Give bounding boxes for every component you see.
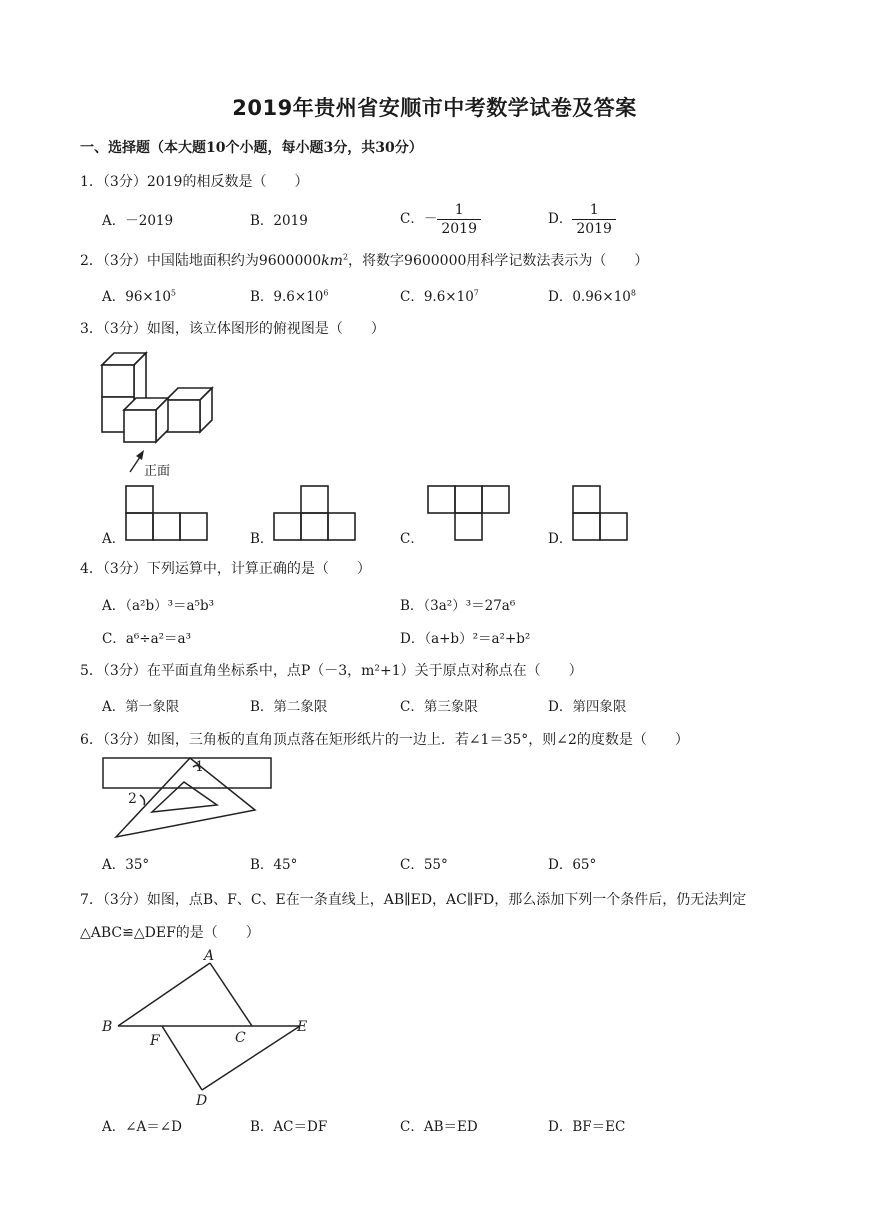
q2-option-exponent: 7: [473, 288, 479, 298]
angle-1-label: 1: [195, 759, 204, 775]
q3-option-d-figure: [572, 485, 630, 541]
q6-option-b: B．45°: [250, 857, 298, 873]
point-c-label: C: [235, 1030, 246, 1046]
q7-option-b: B．AC＝DF: [250, 1119, 328, 1135]
question-4-stem: 4．（3分）下列运算中，计算正确的是（ ）: [80, 561, 371, 577]
q2-unit-exponent: 2: [342, 252, 349, 262]
q2-option-a: [102, 285, 176, 305]
q1-option-d: [548, 201, 616, 238]
q4-option-b: B．（3a²）³＝27a⁶: [400, 598, 516, 614]
q3-option-a-figure: [125, 485, 209, 541]
q2-option-base: B．9.6×10: [250, 289, 324, 305]
point-e-label: E: [297, 1019, 308, 1035]
question-3-stem: 3．（3分）如图，该立体图形的俯视图是（ ）: [80, 321, 385, 337]
q6-option-a: A．35°: [102, 857, 150, 873]
q6-option-c: C．55°: [400, 857, 448, 873]
q2-option-exponent: 6: [323, 288, 329, 298]
q2-option-base: D．0.96×10: [548, 289, 631, 305]
q2-option-b: [250, 285, 328, 305]
q1-option-d-prefix: D．: [548, 211, 573, 227]
question-2-stem: [80, 250, 648, 270]
q2-option-d: [548, 285, 636, 305]
question-7-stem-line2: △ABC≌△DEF的是（ ）: [80, 925, 260, 941]
q2-option-exponent: 5: [170, 288, 177, 298]
q5-option-d: D．第四象限: [548, 699, 627, 715]
fraction-denominator: 2019: [576, 221, 612, 237]
q6-triangle-rectangle-figure: [100, 755, 275, 843]
question-7-stem-line1: 7．（3分）如图，点B、F、C、E在一条直线上，AB∥ED，AC∥FD，那么添加下列一个条件后，仍无法判定: [80, 892, 747, 908]
fraction-denominator: 2019: [441, 221, 477, 237]
point-a-label: A: [204, 948, 215, 964]
q1-option-c: [400, 201, 481, 238]
page-title: 2019年贵州省安顺市中考数学试卷及答案: [232, 96, 637, 120]
segment-ab: [118, 963, 210, 1026]
front-view-label: 正面: [144, 464, 171, 479]
q3-option-c: C．: [400, 531, 424, 547]
q6-option-d: D．65°: [548, 857, 597, 873]
q4-option-c: C．a⁶÷a²＝a³: [102, 631, 192, 647]
q7-option-a: A．∠A＝∠D: [102, 1119, 182, 1135]
q1-option-c-fraction: [437, 201, 481, 238]
point-f-label: F: [150, 1033, 160, 1049]
q2-option-exponent: 8: [630, 288, 636, 298]
angle-2-label: 2: [128, 791, 137, 807]
triangle-inner: [152, 782, 217, 812]
q5-option-c: C．第三象限: [400, 699, 478, 715]
q2-option-base: A．96×10: [102, 289, 171, 305]
q3-option-b: B．: [250, 531, 274, 547]
segment-fd: [162, 1026, 202, 1090]
q2-unit: km: [321, 253, 343, 269]
q3-option-b-figure: [273, 485, 357, 541]
q3-option-c-figure: [427, 485, 511, 541]
q2-stem-part: 2．（3分）中国陆地面积约为9600000: [80, 253, 322, 269]
q1-option-b: B．2019: [250, 213, 308, 229]
fraction-numerator: 1: [572, 201, 616, 220]
segment-de: [202, 1026, 300, 1090]
q5-option-b: B．第二象限: [250, 699, 328, 715]
q2-stem-part: ，将数字9600000用科学记数法表示为（ ）: [348, 253, 649, 269]
q7-congruent-triangles-figure: [100, 945, 320, 1109]
q2-option-base: C．9.6×10: [400, 289, 474, 305]
point-b-label: B: [102, 1019, 113, 1035]
question-5-stem: 5．（3分）在平面直角坐标系中，点P（－3，m²+1）关于原点对称点在（ ）: [80, 663, 583, 679]
q7-option-d: D．BF＝EC: [548, 1119, 626, 1135]
q4-option-a: A．（a²b）³＝a⁵b³: [102, 598, 215, 614]
q5-option-a: A．第一象限: [102, 699, 180, 715]
q1-option-a: A．－2019: [102, 213, 174, 229]
fraction-numerator: 1: [437, 201, 481, 220]
question-6-stem: 6．（3分）如图，三角板的直角顶点落在矩形纸片的一边上．若∠1＝35°，则∠2的度数是（ ）: [80, 732, 689, 748]
q4-option-d: D．（a+b）²＝a²+b²: [400, 631, 531, 647]
q7-option-c: C．AB＝ED: [400, 1119, 478, 1135]
point-d-label: D: [196, 1093, 208, 1109]
question-1-stem: 1．（3分）2019的相反数是（ ）: [80, 174, 309, 190]
q1-option-d-fraction: [572, 201, 616, 238]
q3-option-a: A．: [102, 531, 126, 547]
q3-option-d: D．: [548, 531, 573, 547]
q1-option-c-prefix: C．－: [400, 211, 438, 227]
segment-ac: [210, 963, 252, 1026]
q2-option-c: [400, 285, 479, 305]
section-heading: 一、选择题（本大题10个小题，每小题3分，共30分）: [80, 140, 423, 156]
